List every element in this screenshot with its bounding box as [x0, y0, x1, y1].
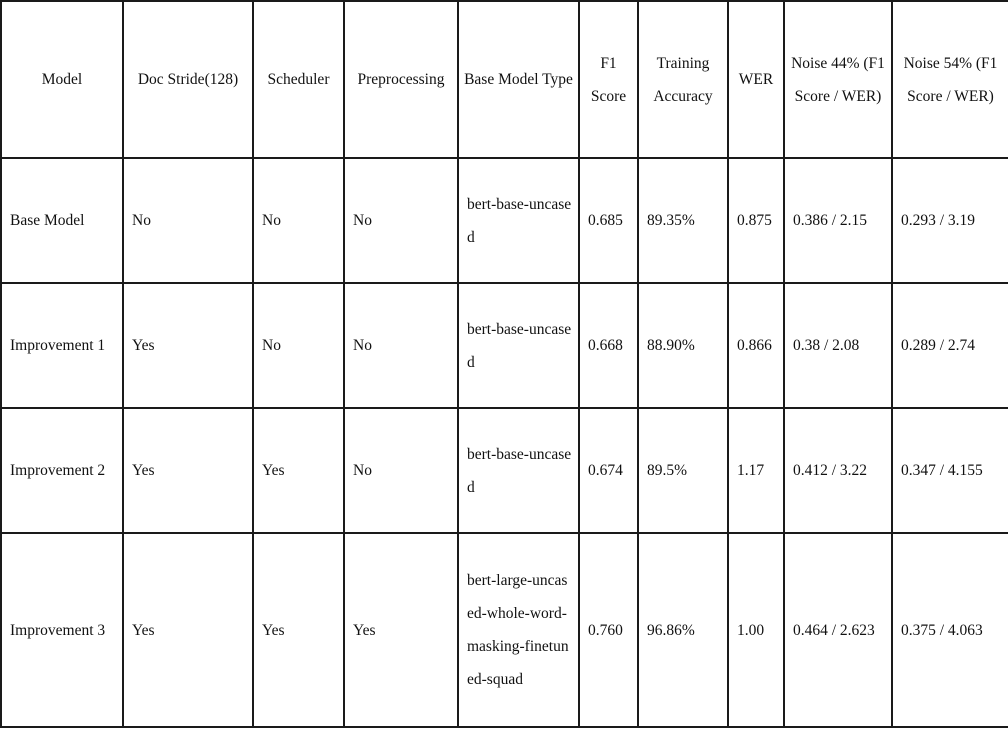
- cell-wer: 0.866: [728, 283, 784, 408]
- cell-model: Improvement 3: [1, 533, 123, 727]
- cell-noise-44: 0.464 / 2.623: [784, 533, 892, 727]
- header-base-model-type: Base Model Type: [458, 1, 579, 158]
- header-row: [1, 1, 1008, 158]
- cell-noise-44: 0.412 / 3.22: [784, 408, 892, 533]
- table-row: [1, 533, 1008, 727]
- cell-scheduler: No: [253, 283, 344, 408]
- cell-noise-54: 0.347 / 4.155: [892, 408, 1008, 533]
- cell-wer: 1.17: [728, 408, 784, 533]
- cell-training-accuracy: 89.5%: [638, 408, 728, 533]
- header-scheduler: Scheduler: [253, 1, 344, 158]
- header-doc-stride: Doc Stride(128): [123, 1, 253, 158]
- cell-training-accuracy: 88.90%: [638, 283, 728, 408]
- cell-scheduler: No: [253, 158, 344, 283]
- cell-preprocessing: No: [344, 158, 458, 283]
- cell-doc-stride: Yes: [123, 408, 253, 533]
- cell-noise-54: 0.293 / 3.19: [892, 158, 1008, 283]
- cell-model: Base Model: [1, 158, 123, 283]
- cell-f1-score: 0.668: [579, 283, 638, 408]
- cell-base-model-type: bert-base-uncased: [458, 408, 579, 533]
- cell-model: Improvement 1: [1, 283, 123, 408]
- cell-f1-score: 0.760: [579, 533, 638, 727]
- cell-base-model-type: bert-base-uncased: [458, 158, 579, 283]
- cell-preprocessing: Yes: [344, 533, 458, 727]
- cell-f1-score: 0.685: [579, 158, 638, 283]
- cell-base-model-type: bert-large-uncased-whole-word-masking-finetuned-squad: [458, 533, 579, 727]
- cell-model: Improvement 2: [1, 408, 123, 533]
- table-row: [1, 283, 1008, 408]
- header-f1-score: F1 Score: [579, 1, 638, 158]
- cell-preprocessing: No: [344, 408, 458, 533]
- header-wer: WER: [728, 1, 784, 158]
- cell-training-accuracy: 89.35%: [638, 158, 728, 283]
- header-training-accuracy: Training Accuracy: [638, 1, 728, 158]
- cell-doc-stride: Yes: [123, 283, 253, 408]
- header-noise-44: Noise 44% (F1 Score / WER): [784, 1, 892, 158]
- cell-noise-54: 0.375 / 4.063: [892, 533, 1008, 727]
- table-row: [1, 408, 1008, 533]
- header-preprocessing: Preprocessing: [344, 1, 458, 158]
- cell-noise-54: 0.289 / 2.74: [892, 283, 1008, 408]
- cell-noise-44: 0.386 / 2.15: [784, 158, 892, 283]
- cell-preprocessing: No: [344, 283, 458, 408]
- cell-scheduler: Yes: [253, 533, 344, 727]
- header-model: Model: [1, 1, 123, 158]
- cell-scheduler: Yes: [253, 408, 344, 533]
- cell-base-model-type: bert-base-uncased: [458, 283, 579, 408]
- table-row: [1, 158, 1008, 283]
- cell-wer: 1.00: [728, 533, 784, 727]
- cell-doc-stride: No: [123, 158, 253, 283]
- cell-noise-44: 0.38 / 2.08: [784, 283, 892, 408]
- header-noise-54: Noise 54% (F1 Score / WER): [892, 1, 1008, 158]
- cell-wer: 0.875: [728, 158, 784, 283]
- cell-training-accuracy: 96.86%: [638, 533, 728, 727]
- cell-doc-stride: Yes: [123, 533, 253, 727]
- cell-f1-score: 0.674: [579, 408, 638, 533]
